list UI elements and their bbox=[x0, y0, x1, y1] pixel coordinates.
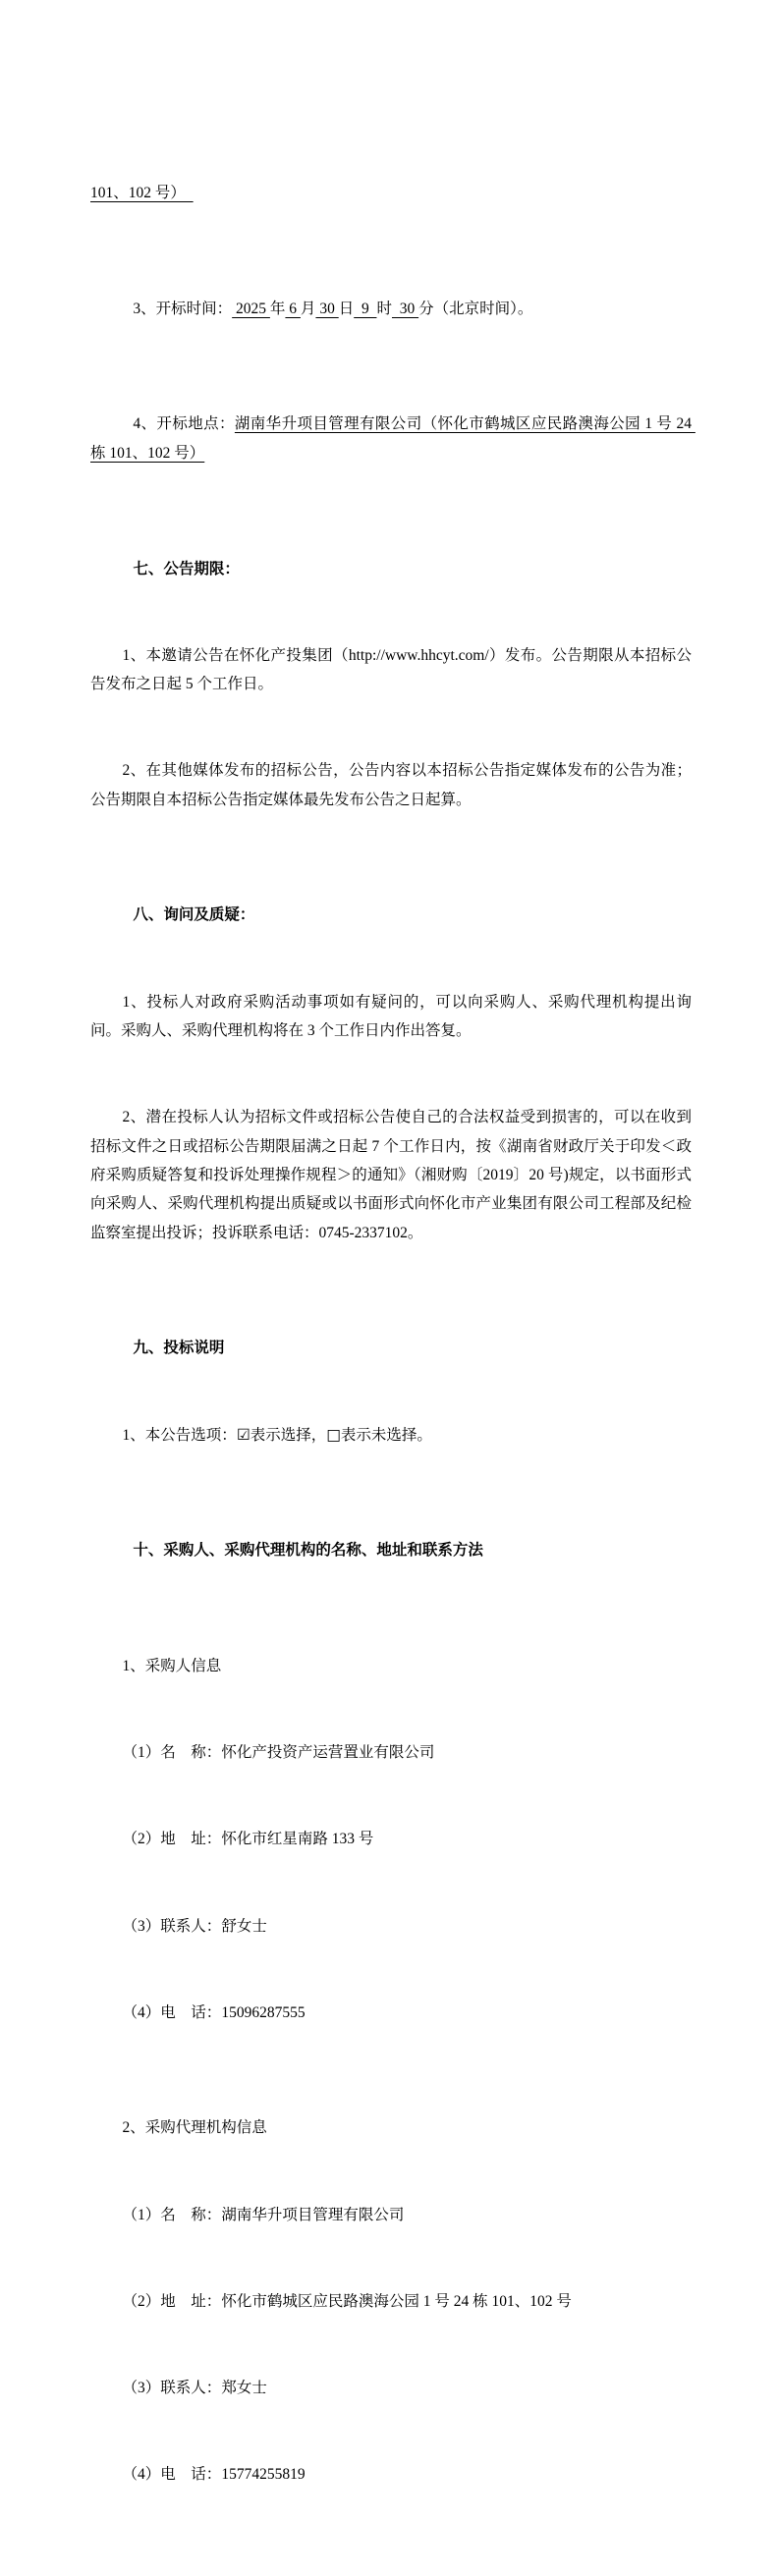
opening-time-timezone-note: （北京时间）。 bbox=[433, 300, 533, 317]
section-7-paragraph-1: 1、本邀请公告在怀化产投集团（http://www.hhcyt.com/）发布。公告期限从本招标公告发布之日起 5 个工作日。 bbox=[90, 646, 692, 693]
section-8-paragraph-2: 2、潜在投标人认为招标文件或招标公告使自己的合法权益受到损害的，可以在收到招标文件之日或招标公告期限届满之日起 7 个工作日内，按《湖南省财政厅关于印发＜政府采购质疑答复和投诉处理操作规程＞的通知》（湘财购〔2019〕20 号)规定，以书面形式向采购人、采购代理机构提出质疑或以书面形式向怀化市产业集团有限公司工程部及纪检监察室提出投诉；投诉联系电话：0745-2337102。 bbox=[90, 1109, 692, 1241]
purchaser-contact-row bbox=[90, 1912, 692, 1941]
purchaser-info-title: 1、采购人信息 bbox=[122, 1657, 222, 1674]
opening-time-day-value: 30 bbox=[315, 300, 339, 317]
agency-info-title: 2、采购代理机构信息 bbox=[122, 2119, 267, 2137]
checked-option-text: 表示选择， bbox=[250, 1426, 327, 1444]
document-body bbox=[90, 92, 696, 2576]
opening-time-year-value: 2025 bbox=[232, 300, 270, 317]
bid-opening-place-label: 4、开标地点： bbox=[133, 415, 235, 433]
opening-time-minute-value: 30 bbox=[391, 300, 419, 317]
purchaser-address-label: （2）地 址： bbox=[122, 1831, 222, 1848]
purchaser-phone-value: 15096287555 bbox=[221, 2003, 306, 2021]
opening-time-minute-unit: 分 bbox=[418, 300, 434, 317]
agency-address-label: （2）地 址： bbox=[122, 2292, 222, 2310]
announcement-option-label: 1、本公告选项： bbox=[122, 1426, 237, 1444]
agency-contact-label: （3）联系人： bbox=[122, 2380, 222, 2397]
agency-phone-value: 15774255819 bbox=[221, 2466, 306, 2484]
purchaser-name-label: （1）名 称： bbox=[122, 1744, 222, 1762]
bid-opening-time-label: 3、开标时间： bbox=[133, 300, 233, 317]
opening-time-year-unit: 年 bbox=[269, 300, 286, 317]
carryover-address-line bbox=[90, 179, 692, 207]
purchaser-phone-row bbox=[90, 1999, 692, 2027]
opening-time-hour-value: 9 bbox=[354, 300, 377, 317]
agency-contact-value: 郑女士 bbox=[221, 2380, 267, 2397]
purchaser-phone-label: （4）电 话： bbox=[122, 2003, 222, 2021]
section-7-paragraph-2: 2、在其他媒体发布的招标公告，公告内容以本招标公告指定媒体发布的公告为准；公告期限自本招标公告指定媒体最先发布公告之日起算。 bbox=[90, 762, 692, 808]
purchaser-address-row bbox=[90, 1825, 692, 1853]
opening-time-month-unit: 月 bbox=[300, 300, 316, 317]
checked-checkbox-icon: ☑ bbox=[236, 1425, 250, 1444]
announcement-option-line bbox=[90, 1421, 692, 1450]
opening-time-day-unit: 日 bbox=[338, 300, 355, 317]
bid-opening-place-value: 湖南华升项目管理有限公司（怀化市鹤城区应民路澳海公园 1 号 24 栋 101、102 号） bbox=[90, 415, 696, 462]
agency-name-value: 湖南华升项目管理有限公司 bbox=[221, 2206, 405, 2223]
opening-time-month-value: 6 bbox=[285, 300, 301, 317]
purchaser-contact-label: （3）联系人： bbox=[122, 1917, 222, 1935]
agency-contact-row bbox=[90, 2374, 692, 2402]
opening-time-hour-unit: 时 bbox=[376, 300, 392, 317]
purchaser-name-row bbox=[90, 1738, 692, 1767]
bid-opening-time-line bbox=[90, 295, 692, 323]
bid-opening-place-line bbox=[90, 410, 696, 467]
section-7-heading: 七、公告期限： bbox=[133, 560, 240, 577]
section-8-paragraph-1: 1、投标人对政府采购活动事项如有疑问的，可以向采购人、采购代理机构提出询问。采购人、采购代理机构将在 3 个工作日内作出答复。 bbox=[90, 993, 692, 1039]
purchaser-address-value: 怀化市红星南路 133 号 bbox=[221, 1831, 374, 1848]
section-8-heading: 八、询问及质疑： bbox=[133, 906, 255, 924]
unchecked-checkbox-icon: □ bbox=[326, 1425, 341, 1444]
section-9-heading: 九、投标说明 bbox=[133, 1340, 225, 1357]
section-10-heading: 十、采购人、采购代理机构的名称、地址和联系方法 bbox=[133, 1542, 483, 1560]
unchecked-option-text: 表示未选择。 bbox=[340, 1426, 432, 1444]
agency-name-row bbox=[90, 2201, 692, 2229]
agency-address-value: 怀化市鹤城区应民路澳海公园 1 号 24 栋 101、102 号 bbox=[221, 2292, 572, 2310]
agency-phone-label: （4）电 话： bbox=[122, 2466, 222, 2484]
agency-phone-row bbox=[90, 2460, 692, 2489]
agency-name-label: （1）名 称： bbox=[122, 2206, 222, 2223]
purchaser-contact-value: 舒女士 bbox=[221, 1917, 267, 1935]
agency-address-row bbox=[90, 2287, 692, 2316]
purchaser-name-value: 怀化产投资产运营置业有限公司 bbox=[221, 1744, 435, 1762]
carryover-address-text: 101、102 号） bbox=[90, 185, 194, 202]
